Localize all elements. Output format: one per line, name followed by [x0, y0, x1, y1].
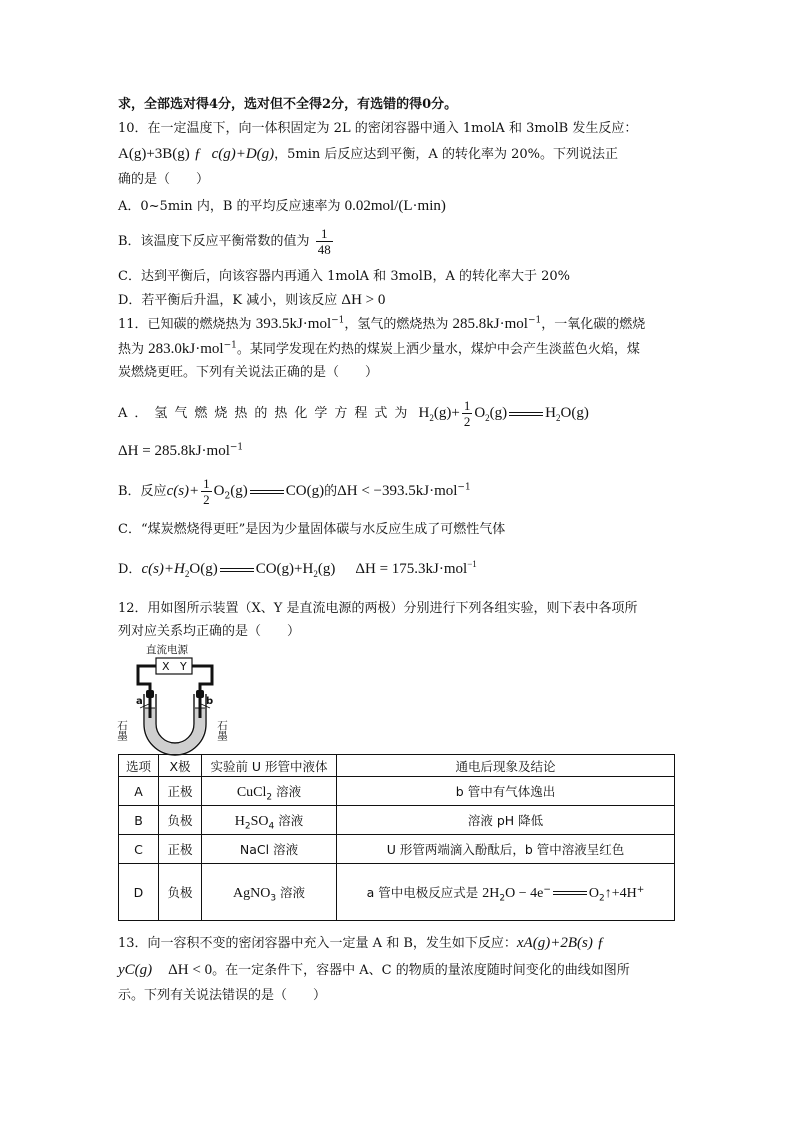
q13-stem-line3: 示。下列有关说法错误的是（ ）	[118, 988, 327, 1003]
fraction-denominator: 48	[317, 242, 331, 257]
q11-option-a-delta-h	[118, 443, 243, 460]
q11-option-d-equation	[141, 561, 476, 577]
eq-part: O	[474, 405, 486, 421]
eq-part: O	[213, 483, 225, 499]
eq-part: ΔH = 285.8kJ·mol	[118, 443, 230, 459]
row-liquid	[202, 777, 337, 806]
subscript: 2	[499, 893, 506, 903]
row-result: b 管中有气体逸出	[337, 777, 675, 806]
eq-part: (g)	[489, 405, 508, 421]
left-graphite-electrode	[149, 694, 152, 718]
subscript: 2	[313, 569, 318, 579]
q11-option-c: C．“煤炭燃烧得更旺”是因为少量固体碳与水反应生成了可燃性气体	[118, 522, 506, 537]
terminal-y-label: Y	[180, 660, 187, 673]
superscript: −	[543, 884, 551, 895]
eq-part: CO(g)+H	[255, 561, 314, 577]
q10-option-b-text: B．该温度下反应平衡常数的值为	[118, 234, 310, 249]
q11-option-b-text: 的	[324, 484, 338, 499]
fraction-denominator: 2	[203, 492, 210, 507]
eq-part: H	[545, 405, 557, 421]
q11-text: 热为	[118, 342, 149, 357]
q13-stem-line1	[118, 935, 604, 952]
formula-tail: 溶液	[274, 812, 304, 828]
eq-part: ΔH = 175.3kJ·mol	[355, 561, 468, 577]
eq-part: ΔH < −393.5kJ·mol	[337, 483, 458, 499]
q10-option-d-math: ΔH > 0	[341, 292, 386, 308]
q13-text: 。在一定条件下，容器中 A、C 的物质的量浓度随时间变化的曲线如图所	[212, 963, 630, 978]
q11-text: 。某同学发现在灼热的煤炭上洒少量水，煤炉中会产生淡蓝色火焰，煤	[236, 342, 640, 357]
row-liquid	[202, 806, 337, 835]
table-row	[119, 777, 675, 806]
superscript: +	[636, 884, 645, 895]
q11-stem-line1	[118, 316, 645, 333]
instruction-line: 求，全部选对得4分，选对但不全得2分，有选错的得0分。	[118, 97, 458, 112]
q11-option-b-text: B．反应	[118, 484, 167, 499]
power-supply-label: 直流电源	[146, 644, 188, 656]
formula: CuCl	[236, 784, 267, 800]
q10-option-d-text: D．若平衡后升温，K 减小，则该反应	[118, 293, 338, 308]
result-text: a 管中电极反应式是	[366, 884, 483, 900]
formula: O	[588, 885, 600, 901]
q10-equation-right: c(g)+D(g)	[211, 146, 275, 162]
q10-stem-line3: 确的是（ ）	[118, 172, 210, 187]
row-option: B	[119, 806, 159, 835]
q11-text: ，氢气的燃烧热为	[344, 317, 453, 332]
q10-option-b	[118, 222, 335, 262]
q11-option-b	[118, 471, 471, 512]
superscript: −1	[331, 315, 345, 326]
reaction-arrow	[250, 490, 284, 494]
half-fraction	[462, 398, 473, 429]
fraction-numerator: 1	[203, 476, 210, 491]
formula: AgNO	[232, 885, 271, 901]
eq-part: (g)+	[433, 405, 460, 421]
left-wire	[138, 666, 156, 694]
q10-option-b-fraction	[316, 226, 333, 257]
q11-text: ，一氧化碳的燃烧	[541, 317, 646, 332]
superscript: −1	[223, 340, 237, 351]
header-liquid: 实验前 U 形管中液体	[202, 755, 337, 777]
subscript: 2	[556, 413, 561, 423]
reaction-arrow	[220, 568, 254, 572]
reaction-arrow	[553, 891, 587, 895]
subscript: 2	[244, 821, 251, 831]
q13-stem-line2	[118, 962, 630, 979]
row-liquid: NaCl 溶液	[202, 835, 337, 864]
formula-tail: 溶液	[276, 884, 306, 900]
terminal-x-label: X	[162, 660, 170, 673]
q13-delta-h: ΔH < 0	[168, 962, 213, 978]
superscript: −1	[229, 442, 244, 453]
q10-stem-line2	[118, 146, 618, 163]
formula: 2H	[482, 885, 500, 901]
q12-stem-line2: 列对应关系均正确的是（ ）	[118, 624, 301, 639]
q11-co-heat: 283.0kJ·mol	[148, 341, 224, 357]
row-x-electrode: 负极	[159, 806, 202, 835]
table-header-row	[119, 755, 675, 777]
q13-equation-right: yC(g)	[118, 962, 153, 978]
reaction-arrow	[509, 412, 543, 416]
q10-option-d	[118, 292, 385, 309]
right-graphite-electrode	[199, 694, 202, 718]
row-x-electrode: 正极	[159, 835, 202, 864]
fraction-numerator: 1	[316, 226, 333, 242]
superscript: −1	[467, 559, 477, 569]
fraction-numerator: 1	[463, 398, 471, 414]
q11-stem-line3: 炭燃烧更旺。下列有关说法正确的是（ ）	[118, 365, 379, 380]
row-option: C	[119, 835, 159, 864]
electrode-b-label: b	[206, 696, 214, 707]
q11-hydrogen-heat: 285.8kJ·mol	[452, 316, 528, 332]
subscript: 2	[485, 413, 490, 423]
header-x-electrode: X极	[159, 755, 202, 777]
q10-equation-left: A(g)+3B(g)	[118, 146, 190, 162]
u-tube-inner	[156, 694, 194, 743]
header-option: 选项	[119, 755, 159, 777]
subscript: 2	[429, 413, 434, 423]
half-fraction	[201, 476, 212, 507]
q11-option-d	[118, 561, 477, 578]
q11-carbon-heat: 393.5kJ·mol	[255, 316, 332, 332]
eq-part: O(g)	[560, 405, 589, 421]
row-x-electrode: 正极	[159, 777, 202, 806]
q11-option-a-equation	[418, 398, 589, 430]
formula-tail: 溶液	[272, 783, 302, 799]
eq-part: (g)	[230, 483, 248, 499]
formula: SO	[250, 813, 269, 829]
right-graphite-label: 石墨	[216, 720, 228, 741]
row-x-electrode: 负极	[159, 864, 202, 921]
subscript: 3	[270, 893, 277, 903]
q12-options-table	[118, 754, 675, 921]
q10-option-c: C．达到平衡后，向该容器内再通入 1molA 和 3molB，A 的转化率大于 20%	[118, 269, 570, 284]
table-row	[119, 864, 675, 921]
subscript: 2	[599, 893, 605, 903]
q10-stem-line1: 10．在一定温度下，向一体积固定为 2L 的密闭容器中通入 1molA 和 3molB 发生反应：	[118, 121, 638, 136]
q11-stem-line2	[118, 341, 640, 358]
q12-stem-line1: 12．用如图所示装置（X、Y 是直流电源的两极）分别进行下列各组实验，则下表中各项所	[118, 601, 638, 616]
formula: ↑+4H	[604, 885, 637, 901]
row-liquid	[202, 864, 337, 921]
subscript: 4	[268, 821, 275, 831]
electrode-a-label: a	[136, 696, 143, 707]
formula: H	[234, 813, 245, 829]
q13-equilibrium-symbol: ƒ	[596, 935, 605, 951]
eq-part: c(s)+H	[141, 561, 185, 577]
eq-part: O(g)	[189, 561, 218, 577]
row-option: D	[119, 864, 159, 921]
q10-equilibrium-symbol: ƒ	[193, 146, 202, 162]
eq-part: CO(g)	[285, 483, 325, 499]
right-wire	[192, 666, 212, 694]
left-graphite-label: 石墨	[116, 720, 128, 741]
eq-part: H	[418, 405, 430, 421]
row-option: A	[119, 777, 159, 806]
superscript: −1	[457, 482, 471, 493]
q11-option-a	[118, 393, 589, 434]
q10-stem-tail: ，5min 后反应达到平衡，A 的转化率为 20%。下列说法正	[274, 147, 618, 162]
q10-option-a-rate: 0.02mol/(L·min)	[344, 198, 446, 214]
subscript: 2	[224, 491, 231, 502]
subscript: 2	[184, 569, 190, 579]
row-result: 溶液 pH 降低	[337, 806, 675, 835]
q13-text: 13．向一容积不变的密闭容器中充入一定量 A 和 B，发生如下反应：	[118, 936, 517, 951]
row-result: U 形管两端滴入酚酞后，b 管中溶液呈红色	[337, 835, 675, 864]
q10-option-a-text: A．0~5min 内，B 的平均反应速率为	[118, 199, 345, 214]
q11-option-d-label: D．	[118, 562, 142, 577]
subscript: 2	[266, 792, 273, 802]
table-row	[119, 806, 675, 835]
q13-equation-left: xA(g)+2B(s)	[516, 935, 593, 951]
q10-option-a	[118, 198, 446, 215]
formula: O − 4e	[505, 885, 544, 901]
electrolysis-apparatus-figure	[118, 642, 236, 748]
header-result: 通电后现象及结论	[337, 755, 675, 777]
q11-text: 11．已知碳的燃烧热为	[118, 317, 256, 332]
row-result	[337, 864, 675, 921]
fraction-denominator: 2	[463, 414, 471, 430]
eq-part: (g)	[317, 561, 336, 577]
table-row	[119, 835, 675, 864]
eq-part: c(s)+	[166, 483, 200, 499]
superscript: −1	[527, 315, 542, 326]
q11-option-a-text: A．氢气燃烧热的热化学方程式为	[118, 406, 415, 421]
